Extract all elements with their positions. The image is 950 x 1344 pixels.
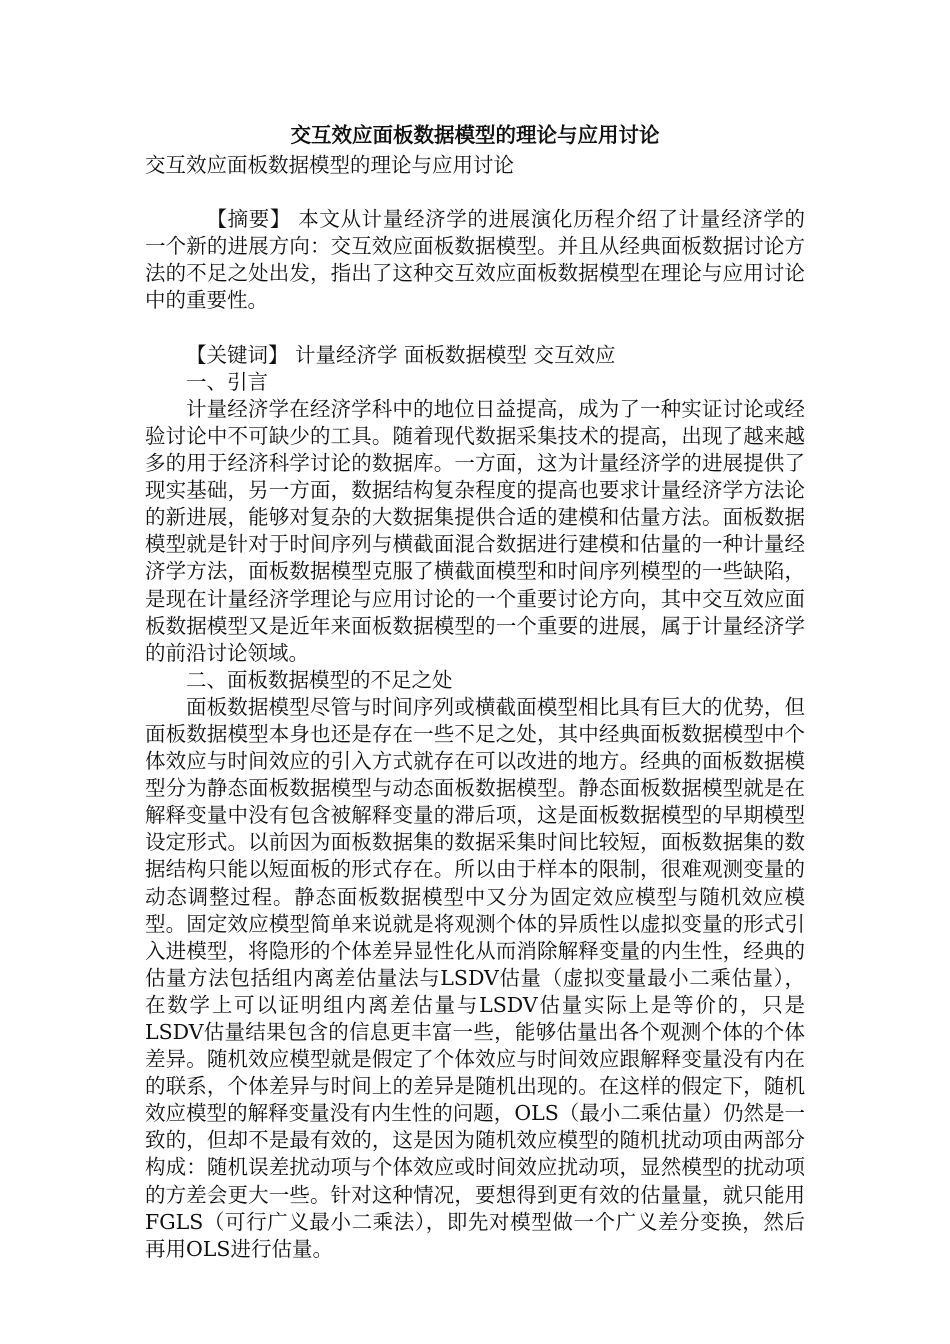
document-subtitle: 交互效应面板数据模型的理论与应用讨论 [145, 153, 514, 177]
section-heading-introduction: 一、引言 [186, 369, 268, 394]
blank-line [145, 315, 805, 342]
keywords-line: 【关键词】 计量经济学 面板数据模型 交互效应 [186, 342, 616, 367]
document-page [145, 118, 805, 1263]
abstract-paragraph: 【摘要】 本文从计量经济学的进展演化历程介绍了计量经济学的一个新的进展方向：交互效应面板数据模型。并且从经典面板数据讨论方法的不足之处出发，指出了这种交互效应面板数据模型在理论与应用讨论中的重要性。 [145, 207, 805, 313]
introduction-paragraph: 计量经济学在经济学科中的地位日益提高，成为了一种实证讨论或经验讨论中不可缺少的工具。随着现代数据采集技术的提高，出现了越来越多的用于经济科学讨论的数据库。一方面，这为计量经济学的进展提供了现实基础，另一方面，数据结构复杂程度的提高也要求计量经济学方法论的新进展，能够对复杂的大数据集提供合适的建模和估量方法。面板数据模型就是针对于时间序列与横截面混合数据进行建模和估量的一种计量经济学方法，面板数据模型克服了横截面模型和时间序列模型的一些缺陷，是现在计量经济学理论与应用讨论的一个重要讨论方向，其中交互效应面板数据模型又是近年来面板数据模型的一个重要的进展，属于计量经济学的前沿讨论领域。 [145, 396, 805, 665]
section-heading-shortcomings: 二、面板数据模型的不足之处 [186, 667, 453, 692]
shortcomings-paragraph: 面板数据模型尽管与时间序列或横截面模型相比具有巨大的优势，但面板数据模型本身也还是存在一些不足之处，其中经典面板数据模型中个体效应与时间效应的引入方式就存在可以改进的地方。经典的面板数据模型分为静态面板数据模型与动态面板数据模型。静态面板数据模型就是在解释变量中没有包含被解释变量的滞后项，这是面板数据模型的早期模型设定形式。以前因为面板数据集的数据采集时间比较短，面板数据集的数据结构只能以短面板的形式存在。所以由于样本的限制，很难观测变量的动态调整过程。静态面板数据模型中又分为固定效应模型与随机效应模型。固定效应模型简单来说就是将观测个体的异质性以虚拟变量的形式引入进模型，将隐形的个体差异显性化从而消除解释变量的内生性，经典的估量方法包括组内离差估量法与LSDV估量（虚拟变量最小二乘估量），在数学上可以证明组内离差估量与LSDV估量实际上是等价的，只是LSDV估量结果包含的信息更丰富一些，能够估量出各个观测个体的个体差异。随机效应模型就是假定了个体效应与时间效应跟解释变量没有内在的联系，个体差异与时间上的差异是随机出现的。在这样的假定下，随机效应模型的解释变量没有内生性的问题，OLS（最小二乘估量）仍然是一致的，但却不是最有效的，这是因为随机效应模型的随机扰动项由两部分构成：随机误差扰动项与个体效应或时间效应扰动项，显然模型的扰动项的方差会更大一些。针对这种情况，要想得到更有效的估量量，就只能用FGLS（可行广义最小二乘法），即先对模型做一个广义差分变换，然后再用OLS进行估量。 [145, 694, 805, 1261]
document-title: 交互效应面板数据模型的理论与应用讨论 [290, 123, 660, 147]
blank-line [145, 179, 805, 206]
